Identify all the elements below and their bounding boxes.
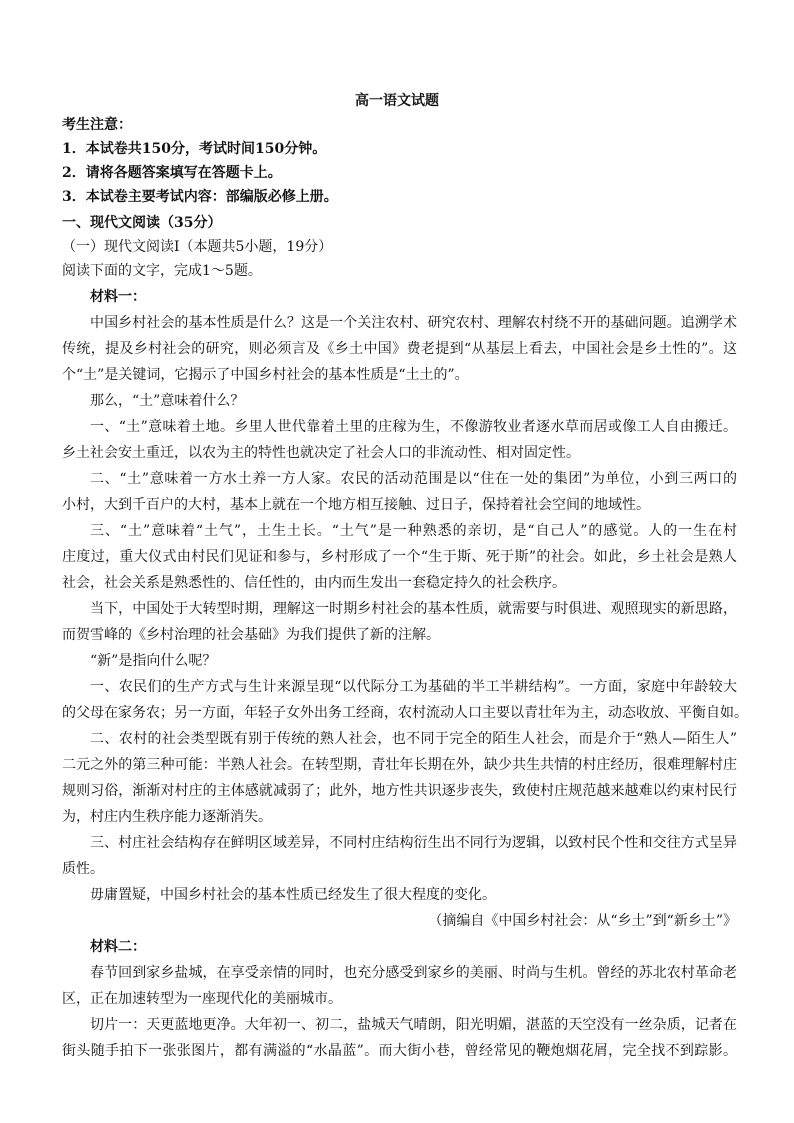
paragraph-line: 毋庸置疑，中国乡村社会的基本性质已经发生了很大程度的变化。 <box>90 887 496 903</box>
paragraph-line: 小村，大到千百户的大村，基本上就在一个地方相互接触、过日子，保持着社会空间的地域性。 <box>62 497 650 513</box>
material2-label: 材料二： <box>90 939 146 955</box>
notice-item: 2．请将各题答案填写在答题卡上。 <box>62 165 282 181</box>
paragraph-line: 乡土社会安土重迁，以农为主的特性也就决定了社会人口的非流动性、相对固定性。 <box>62 445 580 461</box>
paragraph-line: 庄度过，重大仪式由村民们见证和参与，乡村形成了一个“生于斯、死于斯”的社会。如此，乡土社会是熟人 <box>62 549 737 565</box>
paragraph-line: 而贺雪峰的《乡村治理的社会基础》为我们提供了新的注解。 <box>62 627 440 643</box>
paragraph-line: 街头随手拍下一张张图片，都有满溢的“水晶蓝”。而大街小巷，曾经常见的鞭炮烟花屑，完全找不到踪影。 <box>62 1043 737 1059</box>
paragraph-line: “新”是指向什么呢？ <box>90 653 217 669</box>
page-title: 高一语文试题 <box>355 93 439 109</box>
subsection-heading: （一）现代文阅读Ⅰ（本题共5小题，19分） <box>62 239 333 255</box>
paragraph-line: 二元之外的第三种可能：半熟人社会。在转型期，青壮年长期在外，缺少共生共情的村庄经历，很难理解村庄 <box>62 757 737 773</box>
paragraph-line: 的父母在家务农；另一方面，年轻子女外出务工经商，农村流动人口主要以青壮年为主，动态收放、平衡自如。 <box>62 705 748 721</box>
material1-label: 材料一： <box>90 289 146 305</box>
paragraph-line: 个“土”是关键词，它揭示了中国乡村社会的基本性质是“土土的”。 <box>62 367 469 383</box>
paragraph-line: 那么，“土”意味着什么？ <box>90 393 245 409</box>
paragraph-line: 区，正在加速转型为一座现代化的美丽城市。 <box>62 991 342 1007</box>
instruction-text: 阅读下面的文字，完成1～5题。 <box>62 263 262 279</box>
paragraph-line: 为，村庄内生秩序能力逐渐消失。 <box>62 809 272 825</box>
source-citation: （摘编自《中国乡村社会：从“乡土”到“新乡土”》 <box>428 913 737 929</box>
paragraph-line: 三、村庄社会结构存在鲜明区域差异，不同村庄结构衍生出不同行为逻辑，以致村民个性和交往方式呈异 <box>90 835 737 851</box>
paragraph-line: 一、农民们的生产方式与生计来源呈现“以代际分工为基础的半工半耕结构”。一方面，家庭中年龄较大 <box>90 679 737 695</box>
paragraph-line: 社会，社会关系是熟悉性的、信任性的，由内而生发出一套稳定持久的社会秩序。 <box>62 575 566 591</box>
paragraph-line: 三、“土”意味着“土气”，土生土长。“土气”是一种熟悉的亲切，是“自己人”的感觉。人的一生在村 <box>90 523 737 539</box>
notice-item: 1．本试卷共150分，考试时间150分钟。 <box>62 141 327 157</box>
paragraph-line: 质性。 <box>62 861 104 877</box>
paragraph-line: 规则习俗，渐渐对村庄的主体感就减弱了；此外，地方性共识逐步丧失，致使村庄规范越来越难以约束村民行 <box>62 783 737 799</box>
section-heading: 一、现代文阅读（35分） <box>62 215 222 231</box>
notice-item: 3．本试卷主要考试内容：部编版必修上册。 <box>62 189 338 205</box>
paragraph-line: 一、“土”意味着土地。乡里人世代靠着土里的庄稼为生，不像游牧业者逐水草而居或像工人自由搬迁。 <box>90 419 737 435</box>
paragraph-line: 切片一：天更蓝地更净。大年初一、初二，盐城天气晴朗，阳光明媚，湛蓝的天空没有一丝杂质，记者在 <box>90 1017 737 1033</box>
paragraph-line: 二、“土”意味着一方水土养一方人家。农民的活动范围是以“住在一处的集团”为单位，小到三两口的 <box>90 471 737 487</box>
paragraph-line: 中国乡村社会的基本性质是什么？这是一个关注农村、研究农村、理解农村绕不开的基础问题。追溯学术 <box>90 315 737 331</box>
paragraph-line: 二、农村的社会类型既有别于传统的熟人社会，也不同于完全的陌生人社会，而是介于“熟人—陌生人” <box>90 731 737 747</box>
paragraph-line: 传统，提及乡村社会的研究，则必须言及《乡土中国》费老提到“从基层上看去，中国社会是乡土性的”。这 <box>62 341 737 357</box>
paragraph-line: 春节回到家乡盐城，在享受亲情的同时，也充分感受到家乡的美丽、时尚与生机。曾经的苏北农村革命老 <box>90 965 737 981</box>
notice-heading: 考生注意： <box>62 117 132 133</box>
paragraph-line: 当下，中国处于大转型时期，理解这一时期乡村社会的基本性质，就需要与时俱进、观照现实的新思路， <box>90 601 737 617</box>
